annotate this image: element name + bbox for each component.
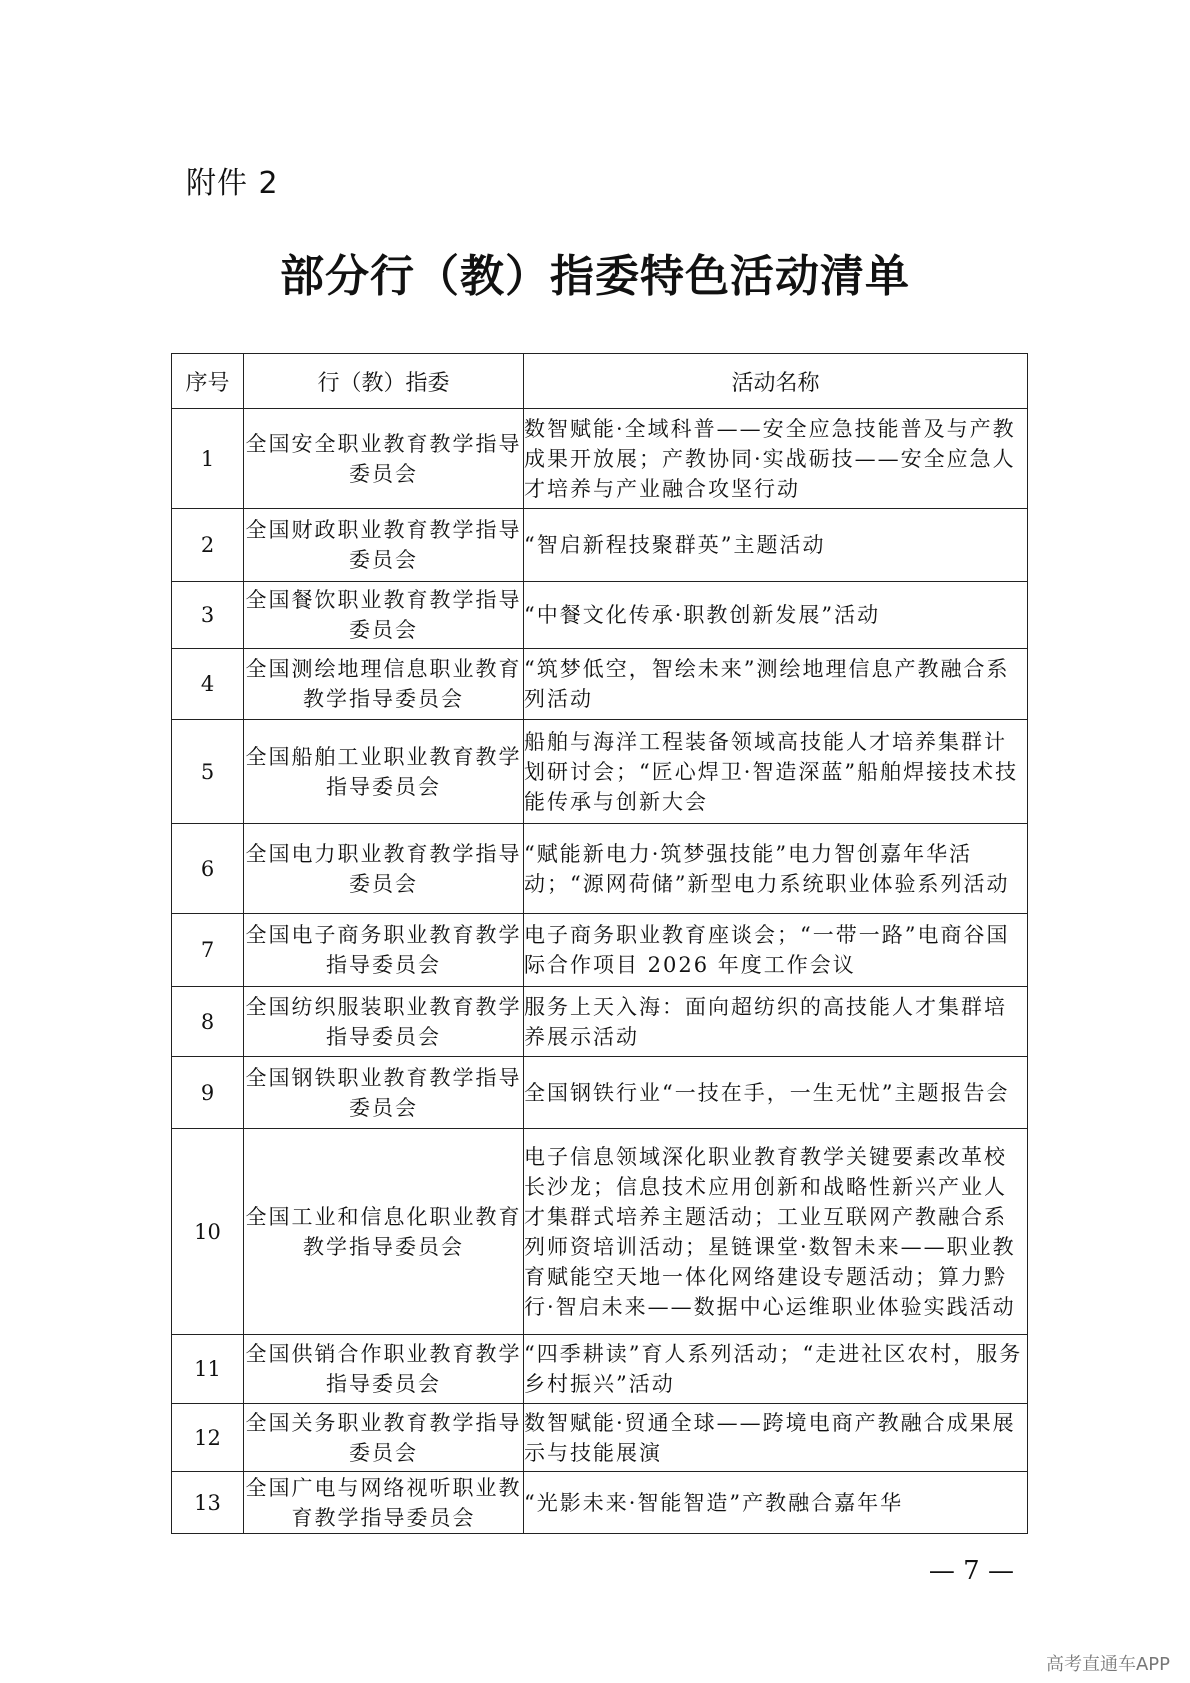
table-row	[172, 649, 1028, 720]
row-activity: “四季耕读”育人系列活动；“走进社区农村，服务乡村振兴”活动	[524, 1335, 1028, 1404]
row-org: 全国安全职业教育教学指导委员会	[244, 409, 524, 509]
row-activity: 船舶与海洋工程装备领域高技能人才培养集群计划研讨会；“匠心焊卫·智造深蓝”船舶焊接技术技能传承与创新大会	[524, 720, 1028, 824]
row-activity: “智启新程技聚群英”主题活动	[524, 509, 1028, 582]
row-no: 9	[172, 1057, 244, 1129]
row-org: 全国供销合作职业教育教学指导委员会	[244, 1335, 524, 1404]
row-no: 5	[172, 720, 244, 824]
row-org: 全国财政职业教育教学指导委员会	[244, 509, 524, 582]
table-row	[172, 1129, 1028, 1335]
row-no: 7	[172, 914, 244, 987]
page-number: — 7 —	[928, 1556, 1014, 1586]
table-row	[172, 914, 1028, 987]
header-no: 序号	[172, 354, 244, 409]
row-activity: “赋能新电力·筑梦强技能”电力智创嘉年华活动；“源网荷储”新型电力系统职业体验系列活动	[524, 824, 1028, 914]
row-activity: 电子信息领域深化职业教育教学关键要素改革校长沙龙；信息技术应用创新和战略性新兴产业人才集群式培养主题活动；工业互联网产教融合系列师资培训活动；星链课堂·数智未来——职业教育赋能空天地一体化网络建设专题活动；算力黔行·智启未来——数据中心运维职业体验实践活动	[524, 1129, 1028, 1335]
row-org: 全国钢铁职业教育教学指导委员会	[244, 1057, 524, 1129]
row-org: 全国测绘地理信息职业教育教学指导委员会	[244, 649, 524, 720]
row-activity: “中餐文化传承·职教创新发展”活动	[524, 582, 1028, 649]
row-no: 2	[172, 509, 244, 582]
row-activity: 数智赋能·全域科普——安全应急技能普及与产教成果开放展；产教协同·实战砺技——安全应急人才培养与产业融合攻坚行动	[524, 409, 1028, 509]
table-header-row	[172, 354, 1028, 409]
activity-table	[171, 353, 1028, 1534]
row-no: 10	[172, 1129, 244, 1335]
header-org: 行（教）指委	[244, 354, 524, 409]
table-row	[172, 720, 1028, 824]
row-org: 全国船舶工业职业教育教学指导委员会	[244, 720, 524, 824]
table-row	[172, 409, 1028, 509]
row-no: 6	[172, 824, 244, 914]
row-no: 4	[172, 649, 244, 720]
row-activity: 服务上天入海：面向超纺织的高技能人才集群培养展示活动	[524, 987, 1028, 1057]
row-no: 3	[172, 582, 244, 649]
row-org: 全国餐饮职业教育教学指导委员会	[244, 582, 524, 649]
table-row	[172, 582, 1028, 649]
attachment-label: 附件 2	[186, 166, 279, 201]
header-activity: 活动名称	[524, 354, 1028, 409]
row-no: 8	[172, 987, 244, 1057]
row-activity: “光影未来·智能智造”产教融合嘉年华	[524, 1472, 1028, 1534]
table-row	[172, 1335, 1028, 1404]
watermark-text: 高考直通车APP	[1045, 1654, 1170, 1675]
table-row	[172, 1057, 1028, 1129]
row-no: 12	[172, 1404, 244, 1472]
row-activity: 电子商务职业教育座谈会；“一带一路”电商谷国际合作项目 2026 年度工作会议	[524, 914, 1028, 987]
row-org: 全国电子商务职业教育教学指导委员会	[244, 914, 524, 987]
table-row	[172, 509, 1028, 582]
row-activity: “筑梦低空，智绘未来”测绘地理信息产教融合系列活动	[524, 649, 1028, 720]
row-org: 全国广电与网络视听职业教育教学指导委员会	[244, 1472, 524, 1534]
row-activity: 全国钢铁行业“一技在手，一生无忧”主题报告会	[524, 1057, 1028, 1129]
table-row	[172, 987, 1028, 1057]
row-org: 全国工业和信息化职业教育教学指导委员会	[244, 1129, 524, 1335]
row-org: 全国关务职业教育教学指导委员会	[244, 1404, 524, 1472]
row-no: 1	[172, 409, 244, 509]
row-no: 13	[172, 1472, 244, 1534]
document-title: 部分行（教）指委特色活动清单	[280, 251, 910, 302]
table-row	[172, 824, 1028, 914]
row-activity: 数智赋能·贸通全球——跨境电商产教融合成果展示与技能展演	[524, 1404, 1028, 1472]
table-row	[172, 1472, 1028, 1534]
row-org: 全国纺织服装职业教育教学指导委员会	[244, 987, 524, 1057]
table-row	[172, 1404, 1028, 1472]
row-org: 全国电力职业教育教学指导委员会	[244, 824, 524, 914]
row-no: 11	[172, 1335, 244, 1404]
